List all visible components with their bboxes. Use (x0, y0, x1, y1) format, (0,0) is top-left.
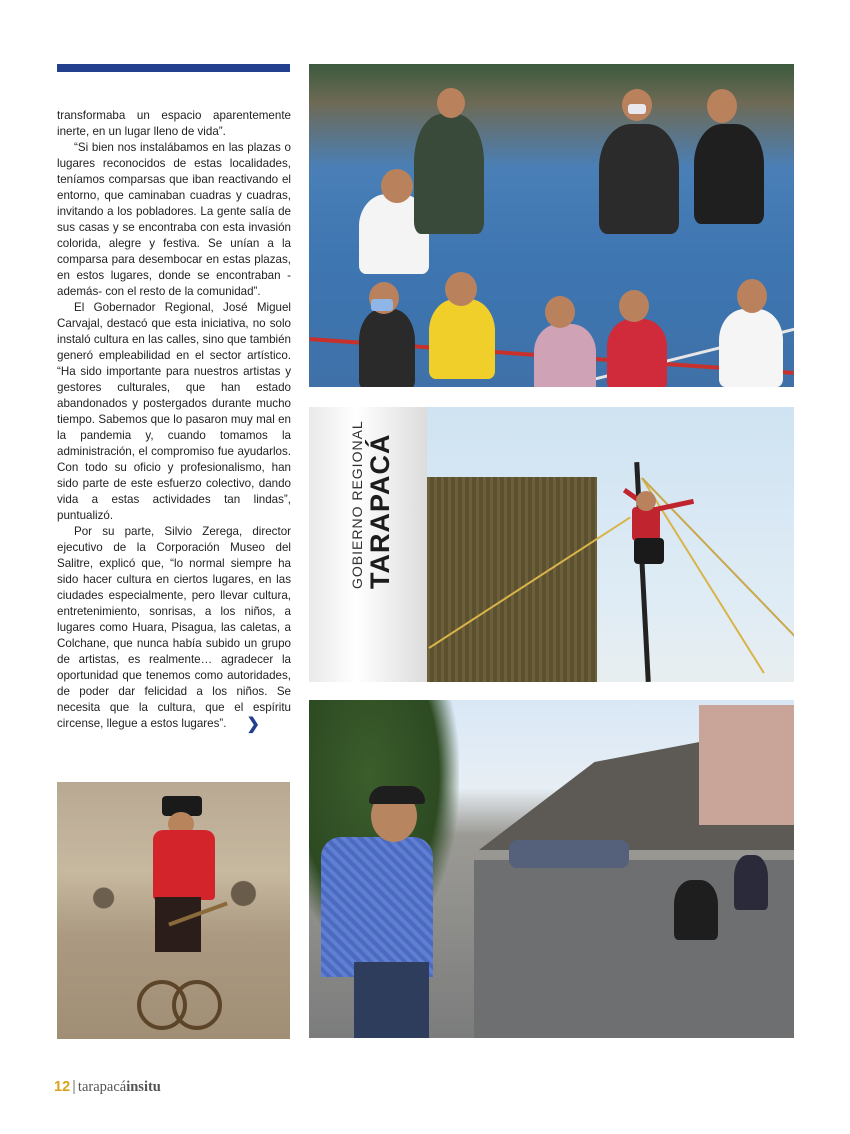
paragraph: “Si bien nos instalábamos en las plazas o lugares reconocidos de estas localidades, teníamos comparsas que iban reactivando el entorno, que caminaban cuadras y cuadras, invitando a los pobladores. La gente salía de sus casas y se encontraba con esta invasión colorida, alegre y festiva. Se unían a la comparsa para desembocar en estas plazas, en estos lugares, donde se encontraban -además- con el resto de la comunidad”. (57, 141, 291, 298)
adult-head (707, 89, 737, 123)
paragraph: transformaba un espacio aparentemente inerte, en un lugar lleno de vida”. (57, 109, 291, 138)
regional-government-pillar (309, 407, 427, 682)
child-figure (359, 309, 415, 387)
performer-figure (734, 855, 768, 910)
adult-figure (694, 124, 764, 224)
magazine-name: tarapacá (77, 1079, 127, 1095)
adult-head (437, 88, 465, 118)
adult-figure (414, 114, 484, 234)
man-cap (369, 786, 425, 804)
bicycle-wheel (172, 980, 222, 1030)
acrobat-body (632, 507, 660, 541)
child-head (737, 279, 767, 313)
sign-line-1: GOBIERNO REGIONAL (349, 420, 365, 589)
street-parade-photo (309, 700, 794, 1038)
building (699, 705, 794, 825)
pillar-sign (349, 420, 396, 589)
crowd (509, 840, 629, 868)
footer-separator: | (72, 1079, 76, 1095)
page-footer (54, 1079, 161, 1096)
accent-bar (57, 64, 290, 72)
acrobat-photo (309, 407, 794, 682)
unicycle-photo (57, 782, 290, 1039)
man-jeans (354, 962, 429, 1038)
page-number: 12 (54, 1079, 71, 1095)
wooden-wall (427, 477, 597, 682)
article-text (57, 108, 291, 732)
children-audience-photo (309, 64, 794, 387)
face-mask (628, 104, 646, 114)
performer-pants (155, 897, 201, 952)
acrobat-head (636, 491, 656, 511)
paragraph: El Gobernador Regional, José Miguel Carvajal, destacó que esta iniciativa, no solo instaló cultura en las calles, sino que también generó empleabilidad en el sector artístico. “Ha sido importante para nuestros artistas y gestores culturales, que han estado abandonados y postergados durante mucho tiempo. Sabemos que lo pasaron muy mal en la pandemia y, cuando tomamos la administración, el compromiso fue ayudarlos. Con todo su oficio y profesionalismo, han sido parte de este esfuerzo colectivo, dando vida a estas actividades tan lindas”, puntualizó. (57, 301, 291, 522)
rope (641, 477, 794, 651)
child-head (545, 296, 575, 328)
performer-figure (674, 880, 718, 940)
child-head (445, 272, 477, 306)
child-head (619, 290, 649, 322)
acrobat-legs (634, 538, 664, 564)
paragraph (57, 524, 291, 732)
adult-figure (599, 124, 679, 234)
face-mask (371, 299, 393, 311)
child-figure (719, 309, 783, 387)
magazine-name-bold: insitu (126, 1079, 161, 1095)
child-figure (607, 319, 667, 387)
man-plaid-shirt (321, 837, 433, 977)
paragraph-text: Por su parte, Silvio Zerega, director ejecutivo de la Corporación Museo del Salitre, explicó que, “lo normal siempre ha sido hacer cultura en ciertos lugares, en las ciudades especialmente, pero llevar cultura, entretenimiento, sonrisas, a los niños, a lugares como Huara, Pisagua, las caletas, a Colchane, que nunca había subido un grupo de artistas, es realmente… agradecer la oportunidad que tenemos como autoridades, de poder dar felicidad a los niños. Se necesita que la cultura, que el espíritu circense, llegue a estos lugares”. (57, 525, 291, 730)
child-figure (429, 299, 495, 379)
sign-line-2: TARAPACÁ (365, 433, 395, 589)
child-figure (534, 324, 596, 387)
child-head (381, 169, 413, 203)
performer-red-jacket (153, 830, 215, 900)
chevron-right-icon: ❯ (246, 716, 260, 733)
